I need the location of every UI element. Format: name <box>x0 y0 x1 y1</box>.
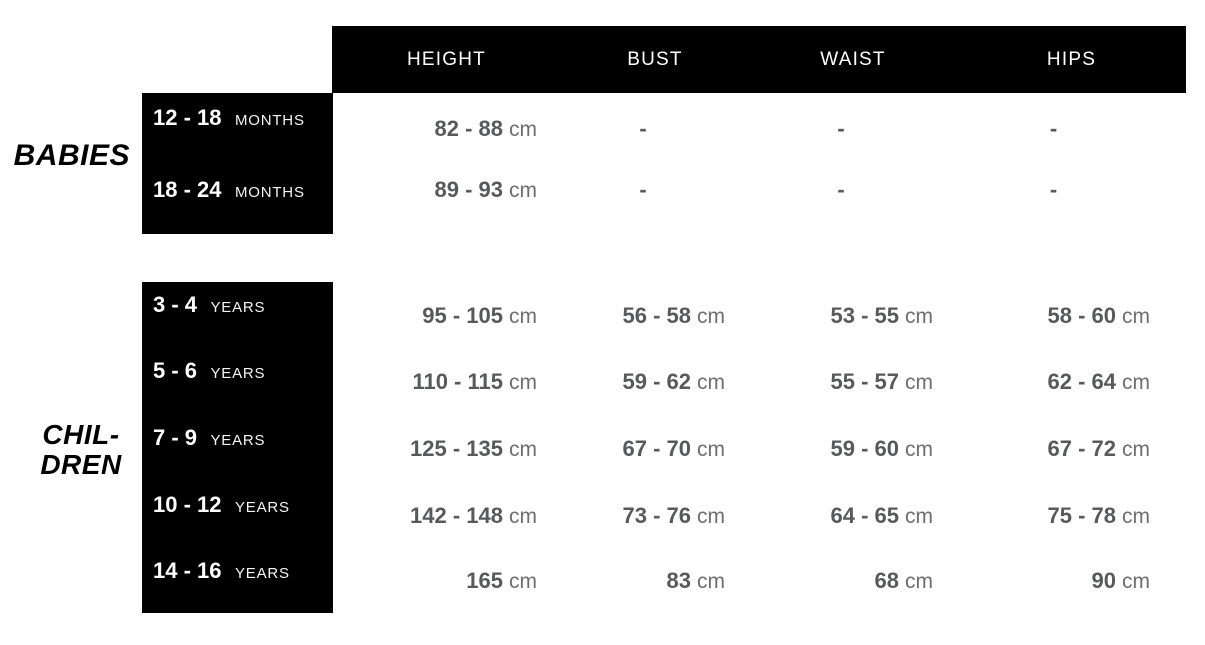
waist-unit: cm <box>905 371 933 394</box>
table-row <box>332 170 1186 210</box>
waist-cell: - <box>837 116 845 141</box>
bust-cell <box>561 362 749 405</box>
age-unit: MONTHS <box>234 112 305 129</box>
hips-value: 75 - 78 <box>1047 503 1116 528</box>
table-row <box>332 296 1186 336</box>
bust-cell <box>561 429 749 472</box>
height-value: 95 - 105 <box>422 303 503 328</box>
section-title-children <box>30 420 132 480</box>
section-title-children-line1: CHIL- <box>42 419 120 450</box>
waist-value: 64 - 65 <box>830 503 899 528</box>
bust-cell <box>561 496 749 539</box>
column-header-height: HEIGHT <box>407 48 486 70</box>
hips-unit: cm <box>1122 505 1150 528</box>
table-row <box>332 496 1186 536</box>
waist-value: 68 <box>874 568 899 593</box>
hips-cell <box>957 296 1186 339</box>
hips-cell <box>957 429 1186 472</box>
bust-value: 56 - 58 <box>622 303 691 328</box>
waist-value: 59 - 60 <box>830 436 899 461</box>
height-cell <box>332 109 561 152</box>
bust-cell <box>561 296 749 339</box>
table-row <box>332 362 1186 402</box>
height-value: 82 - 88 <box>434 116 503 141</box>
bust-cell: - <box>639 177 647 202</box>
table-row <box>332 109 1186 149</box>
hips-value: 67 - 72 <box>1047 436 1116 461</box>
waist-value: 53 - 55 <box>830 303 899 328</box>
column-header-hips: HIPS <box>1046 48 1097 70</box>
hips-value: 90 <box>1091 568 1116 593</box>
age-row-label <box>142 285 333 325</box>
age-unit: YEARS <box>234 565 290 582</box>
height-cell <box>332 170 561 213</box>
age-range: 3 - 4 <box>153 292 198 317</box>
age-row-label <box>142 551 333 591</box>
hips-value: 62 - 64 <box>1047 369 1116 394</box>
age-unit: YEARS <box>210 299 266 316</box>
hips-cell <box>957 362 1186 405</box>
bust-value: 73 - 76 <box>622 503 691 528</box>
height-unit: cm <box>509 371 537 394</box>
hips-cell: - <box>1049 177 1058 202</box>
bust-value: 67 - 70 <box>622 436 691 461</box>
waist-unit: cm <box>905 505 933 528</box>
height-unit: cm <box>509 570 537 593</box>
bust-unit: cm <box>697 305 725 328</box>
waist-cell <box>749 362 957 405</box>
bust-unit: cm <box>697 505 725 528</box>
waist-cell: - <box>837 177 845 202</box>
bust-unit: cm <box>697 570 725 593</box>
hips-cell <box>957 496 1186 539</box>
height-unit: cm <box>509 179 537 202</box>
waist-unit: cm <box>905 570 933 593</box>
hips-unit: cm <box>1122 305 1150 328</box>
age-row-label <box>142 418 333 458</box>
hips-unit: cm <box>1122 570 1150 593</box>
height-value: 165 <box>466 568 503 593</box>
babies-label-box <box>142 93 333 234</box>
age-range: 14 - 16 <box>153 558 222 583</box>
age-unit: MONTHS <box>234 184 305 201</box>
age-row-label <box>142 351 333 391</box>
hips-unit: cm <box>1122 438 1150 461</box>
height-value: 142 - 148 <box>410 503 503 528</box>
waist-cell <box>749 296 957 339</box>
height-cell <box>332 429 561 472</box>
age-unit: YEARS <box>210 365 266 382</box>
height-unit: cm <box>509 438 537 461</box>
height-cell <box>332 561 561 604</box>
hips-cell <box>957 561 1186 604</box>
age-range: 12 - 18 <box>153 105 222 130</box>
bust-cell: - <box>639 116 647 141</box>
waist-value: 55 - 57 <box>830 369 899 394</box>
height-unit: cm <box>509 305 537 328</box>
waist-unit: cm <box>905 438 933 461</box>
height-unit: cm <box>509 118 537 141</box>
height-value: 125 - 135 <box>410 436 503 461</box>
waist-cell <box>749 429 957 472</box>
section-title-children-line2: DREN <box>40 449 122 480</box>
bust-value: 59 - 62 <box>622 369 691 394</box>
children-label-box <box>142 282 333 613</box>
age-row-label <box>142 98 333 138</box>
height-value: 89 - 93 <box>434 177 503 202</box>
age-range: 10 - 12 <box>153 492 222 517</box>
waist-cell <box>749 496 957 539</box>
age-row-label <box>142 485 333 525</box>
bust-unit: cm <box>697 371 725 394</box>
table-row <box>332 429 1186 469</box>
height-cell <box>332 362 561 405</box>
table-row <box>332 561 1186 601</box>
age-unit: YEARS <box>210 432 266 449</box>
age-unit: YEARS <box>234 499 290 516</box>
height-unit: cm <box>509 505 537 528</box>
bust-unit: cm <box>697 438 725 461</box>
age-range: 7 - 9 <box>153 425 198 450</box>
height-cell <box>332 296 561 339</box>
height-cell <box>332 496 561 539</box>
age-row-label <box>142 170 333 210</box>
age-range: 5 - 6 <box>153 358 198 383</box>
bust-cell <box>561 561 749 604</box>
column-header-bust: BUST <box>627 48 683 70</box>
height-value: 110 - 115 <box>412 369 503 394</box>
column-header-waist: WAIST <box>820 48 886 70</box>
section-title-babies: BABIES <box>13 139 130 172</box>
bust-value: 83 <box>666 568 691 593</box>
hips-value: 58 - 60 <box>1047 303 1116 328</box>
hips-unit: cm <box>1122 371 1150 394</box>
table-header-bar <box>332 26 1186 93</box>
waist-cell <box>749 561 957 604</box>
waist-unit: cm <box>905 305 933 328</box>
age-range: 18 - 24 <box>153 177 222 202</box>
hips-cell: - <box>1049 116 1058 141</box>
